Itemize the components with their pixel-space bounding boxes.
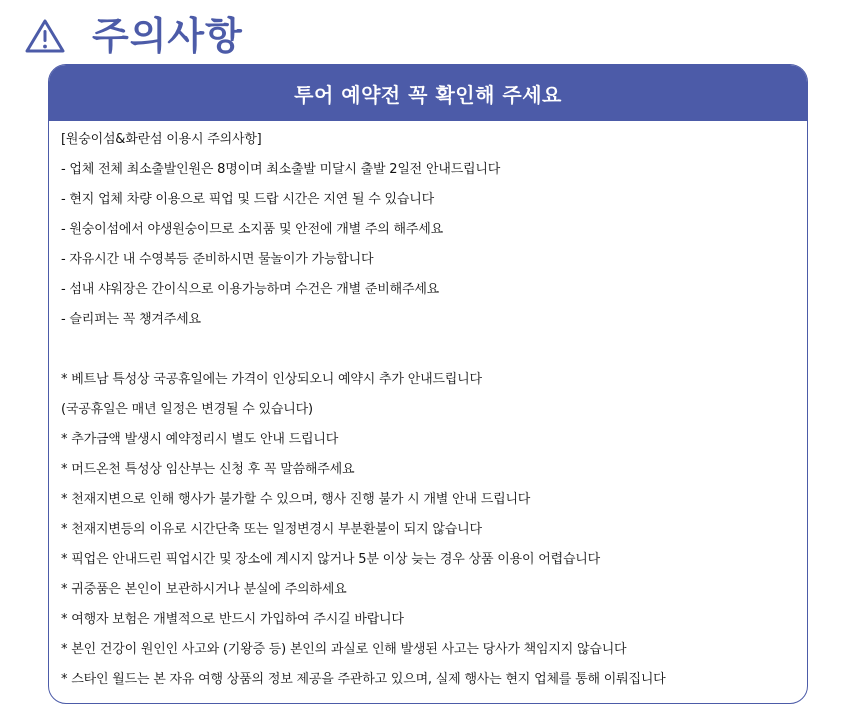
notice-line: * 본인 건강이 원인인 사고와 (기왕증 등) 본인의 과실로 인해 발생된 사고는 당사가 책임지지 않습니다 — [61, 642, 627, 657]
notice-line: [원숭이섬&화란섬 이용시 주의사항] — [61, 132, 262, 147]
notice-line: * 천재지변등의 이유로 시간단축 또는 일정변경시 부분환불이 되지 않습니다 — [61, 522, 482, 537]
notice-line: * 천재지변으로 인해 행사가 불가할 수 있으며, 행사 진행 불가 시 개별 안내 드립니다 — [61, 492, 531, 507]
notice-line: * 추가금액 발생시 예약정리시 별도 안내 드립니다 — [61, 432, 339, 447]
notice-panel — [48, 64, 808, 704]
notice-header: 투어 예약전 꼭 확인해 주세요 — [49, 65, 807, 121]
notice-line: * 여행자 보험은 개별적으로 반드시 가입하여 주시길 바랍니다 — [61, 612, 404, 627]
notice-line: - 업체 전체 최소출발인원은 8명이며 최소출발 미달시 출발 2일전 안내드립니다 — [61, 162, 501, 177]
notice-line: (국공휴일은 매년 일정은 변경될 수 있습니다) — [61, 402, 313, 417]
title-row — [24, 10, 243, 62]
notice-line: * 베트남 특성상 국공휴일에는 가격이 인상되오니 예약시 추가 안내드립니다 — [61, 372, 482, 387]
notice-line: - 현지 업체 차량 이용으로 픽업 및 드랍 시간은 지연 될 수 있습니다 — [61, 192, 434, 207]
notice-line: - 자유시간 내 수영복등 준비하시면 물놀이가 가능합니다 — [61, 252, 374, 267]
notice-line: * 픽업은 안내드린 픽업시간 및 장소에 계시지 않거나 5분 이상 늦는 경우 상품 이용이 어렵습니다 — [61, 552, 601, 567]
warning-icon — [24, 18, 66, 54]
notice-line: * 머드온천 특성상 임산부는 신청 후 꼭 말씀해주세요 — [61, 462, 355, 477]
page-title: 주의사항 — [92, 14, 243, 58]
notice-line: - 원숭이섬에서 야생원숭이므로 소지품 및 안전에 개별 주의 해주세요 — [61, 222, 443, 237]
notice-line: - 슬리퍼는 꼭 챙겨주세요 — [61, 312, 201, 327]
notice-line: * 귀중품은 본인이 보관하시거나 분실에 주의하세요 — [61, 582, 347, 597]
notice-line: * 스타인 월드는 본 자유 여행 상품의 정보 제공을 주관하고 있으며, 실제 행사는 현지 업체를 통해 이뤄집니다 — [61, 672, 666, 687]
notice-line: - 섬내 샤워장은 간이식으로 이용가능하며 수건은 개별 준비해주세요 — [61, 282, 440, 297]
